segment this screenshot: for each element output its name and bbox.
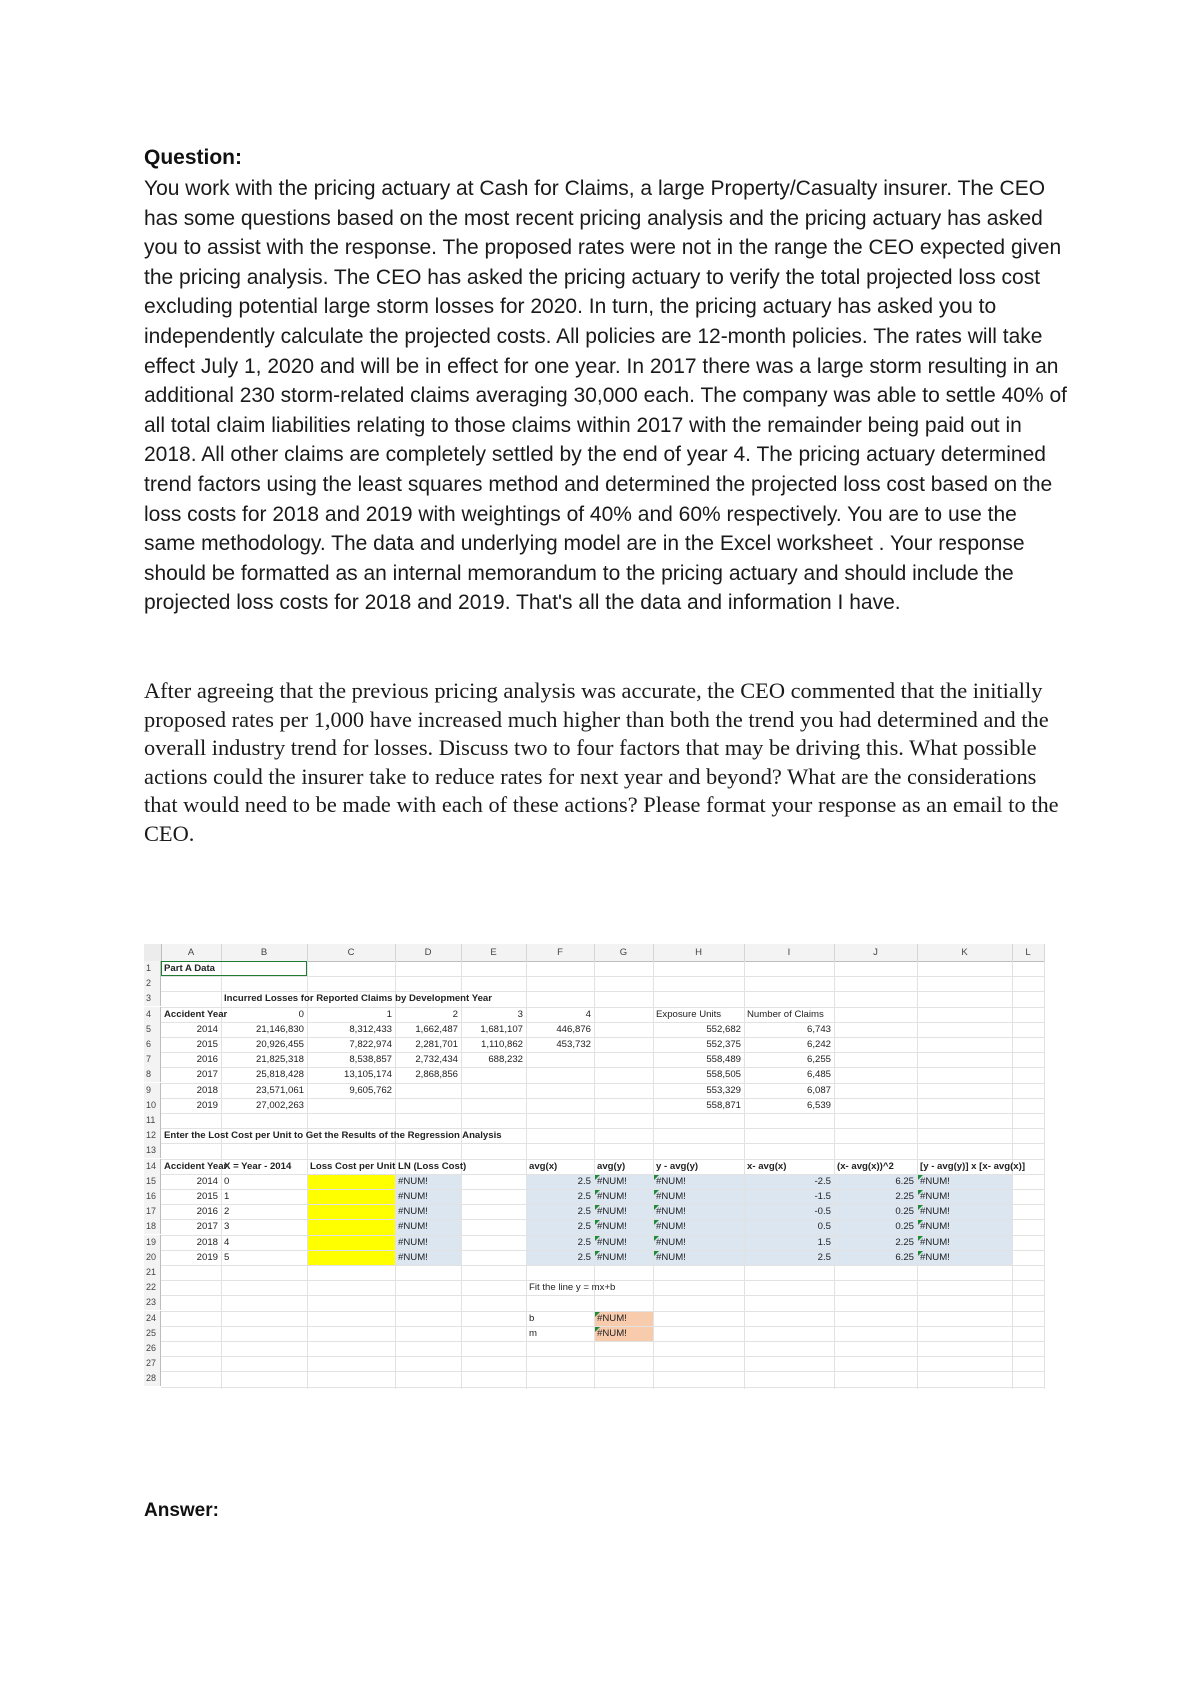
- error-indicator: [654, 1251, 659, 1256]
- error-indicator: [595, 1190, 600, 1195]
- column-header-h: H: [653, 944, 745, 961]
- row-header-24: 24: [144, 1311, 161, 1326]
- column-gridline: [1012, 961, 1013, 1389]
- reg-y-dev-value: #NUM!: [656, 1175, 686, 1187]
- reg-avgy-header: avg(y): [597, 1160, 626, 1172]
- reg-x-dev-value: -0.5: [814, 1206, 831, 1218]
- error-indicator: [595, 1251, 600, 1256]
- row-header-8: 8: [144, 1067, 161, 1082]
- reg-ln-value: #NUM!: [398, 1175, 428, 1187]
- error-indicator: [918, 1236, 923, 1241]
- reg-y-dev-value: #NUM!: [656, 1236, 686, 1248]
- reg-x-dev-sq-value: 6.25: [895, 1251, 914, 1263]
- exposure-units-cell: 552,682: [706, 1023, 741, 1035]
- reg-ln-value: #NUM!: [398, 1191, 428, 1202]
- reg-x-dev-sq-header: (x- avg(x))^2: [837, 1160, 894, 1172]
- row-header-19: 19: [144, 1235, 161, 1250]
- reg-product-value: #NUM!: [920, 1206, 950, 1218]
- development-year-header: 3: [517, 1008, 523, 1020]
- row-gridline: [161, 1371, 1044, 1372]
- reg-x-dev-header: x- avg(x): [747, 1160, 787, 1172]
- accident-year-header: Accident Year: [164, 1008, 228, 1020]
- reg-accident-year: 2016: [196, 1206, 218, 1218]
- reg-ln-value: #NUM!: [398, 1251, 428, 1263]
- incurred-loss-cell: 25,818,428: [255, 1069, 304, 1081]
- reg-avgy-value: #NUM!: [597, 1191, 627, 1202]
- slope-label: m: [529, 1327, 537, 1339]
- error-indicator: [654, 1205, 659, 1210]
- row-gridline: [161, 1265, 1044, 1266]
- part-a-label: Part A Data: [164, 963, 216, 974]
- error-indicator: [654, 1220, 659, 1225]
- answer-label: Answer:: [144, 1500, 219, 1521]
- reg-product-value: #NUM!: [920, 1221, 950, 1233]
- row-header-22: 22: [144, 1280, 161, 1295]
- row-header-5: 5: [144, 1022, 161, 1037]
- reg-x-header: X = Year - 2014: [224, 1160, 292, 1172]
- incurred-loss-cell: 446,876: [556, 1023, 591, 1035]
- question-heading: Question:: [144, 146, 242, 169]
- reg-product-value: #NUM!: [920, 1191, 950, 1202]
- accident-year: 2016: [196, 1054, 218, 1066]
- reg-x-dev-sq-value: 0.25: [895, 1206, 914, 1218]
- development-year-header: 0: [298, 1008, 304, 1020]
- row-header-16: 16: [144, 1189, 161, 1204]
- column-gridline: [1044, 961, 1045, 1389]
- row-header-1: 1: [144, 961, 161, 976]
- error-indicator: [918, 1251, 923, 1256]
- incurred-loss-cell: 1,110,862: [481, 1039, 523, 1050]
- exposure-units-cell: 558,489: [706, 1054, 741, 1066]
- reg-y-dev-value: #NUM!: [656, 1221, 686, 1233]
- number-of-claims-cell: 6,242: [806, 1039, 831, 1050]
- development-year-header: 4: [585, 1008, 591, 1020]
- column-header-d: D: [395, 944, 462, 961]
- incurred-loss-cell: 27,002,263: [255, 1099, 304, 1111]
- reg-avgy-value: #NUM!: [597, 1175, 627, 1187]
- incurred-loss-cell: 1,681,107: [480, 1023, 523, 1035]
- reg-accident-year-header: Accident Year: [164, 1160, 228, 1172]
- reg-x-value: 4: [224, 1236, 230, 1248]
- column-header-i: I: [744, 944, 835, 961]
- number-of-claims-cell: 6,255: [806, 1054, 831, 1066]
- reg-x-dev-value: 1.5: [817, 1236, 831, 1248]
- row-header-3: 3: [144, 991, 161, 1006]
- reg-avgy-value: #NUM!: [597, 1221, 627, 1233]
- incurred-loss-cell: 2,281,701: [415, 1039, 458, 1050]
- incurred-loss-cell: 1,662,487: [415, 1023, 458, 1035]
- reg-accident-year: 2014: [196, 1175, 218, 1187]
- reg-avgx-value: 2.5: [577, 1175, 591, 1187]
- incurred-loss-cell: 2,868,856: [415, 1069, 458, 1081]
- row-gridline: [161, 1113, 1044, 1114]
- reg-ln-value: #NUM!: [398, 1236, 428, 1248]
- reg-y-dev-header: y - avg(y): [656, 1160, 699, 1172]
- row-header-15: 15: [144, 1174, 161, 1189]
- reg-ln-value: #NUM!: [398, 1221, 428, 1233]
- error-indicator: [918, 1190, 923, 1195]
- row-gridline: [161, 1387, 1044, 1388]
- incurred-loss-cell: 21,825,318: [255, 1054, 304, 1066]
- triangle-title: Incurred Losses for Reported Claims by Development Year: [224, 993, 493, 1005]
- incurred-loss-cell: 9,605,762: [349, 1084, 392, 1096]
- row-header-10: 10: [144, 1098, 161, 1113]
- reg-x-dev-value: 0.5: [817, 1221, 831, 1233]
- number-of-claims-header: Number of Claims: [747, 1008, 824, 1020]
- column-header-g: G: [594, 944, 654, 961]
- exposure-units-header: Exposure Units: [656, 1008, 722, 1020]
- accident-year: 2018: [196, 1084, 218, 1096]
- error-indicator: [595, 1205, 600, 1210]
- reg-x-dev-value: 2.5: [817, 1251, 831, 1263]
- exposure-units-cell: 558,505: [706, 1069, 741, 1081]
- number-of-claims-cell: 6,743: [806, 1023, 831, 1035]
- incurred-loss-cell: 7,822,974: [349, 1039, 392, 1050]
- exposure-units-cell: 558,871: [706, 1099, 741, 1111]
- row-header-9: 9: [144, 1083, 161, 1098]
- reg-x-dev-value: -2.5: [814, 1175, 831, 1187]
- reg-x-value: 0: [224, 1175, 230, 1187]
- reg-accident-year: 2017: [196, 1221, 218, 1233]
- reg-avgx-value: 2.5: [577, 1221, 591, 1233]
- column-header-k: K: [917, 944, 1013, 961]
- fit-line-label: Fit the line y = mx+b: [529, 1282, 616, 1294]
- reg-avgx-value: 2.5: [577, 1191, 591, 1202]
- reg-x-dev-sq-value: 0.25: [895, 1221, 914, 1233]
- row-header-6: 6: [144, 1037, 161, 1052]
- reg-x-dev-sq-value: 6.25: [895, 1175, 914, 1187]
- reg-x-value: 2: [224, 1206, 230, 1218]
- number-of-claims-cell: 6,087: [806, 1084, 831, 1096]
- error-indicator: [595, 1312, 600, 1317]
- reg-y-dev-value: #NUM!: [656, 1206, 686, 1218]
- accident-year: 2019: [196, 1099, 218, 1111]
- exposure-units-cell: 553,329: [706, 1084, 741, 1096]
- row-header-17: 17: [144, 1204, 161, 1219]
- reg-avgy-value: #NUM!: [597, 1206, 627, 1218]
- reg-x-dev-sq-value: 2.25: [895, 1236, 914, 1248]
- question-paragraph: You work with the pricing actuary at Cash for Claims, a large Property/Casualty insurer. The CEO has some questions based on the most recent pricing analysis and the pricing actuary has asked you to assist with the response. The proposed rates were not in the range the CEO expected given the pricing analysis. The CEO has asked the pricing actuary to verify the total projected loss cost excluding potential large storm losses for 2020. In turn, the pricing actuary has asked you to independently calculate the projected costs. All policies are 12-month policies. The rates will take effect July 1, 2020 and will be in effect for one year. In 2017 there was a large storm resulting in an additional 230 storm-related claims averaging 30,000 each. The company was able to settle 40% of all total claim liabilities relating to those claims within 2017 with the remainder being paid out in 2018. All other claims are completely settled by the end of year 4. The pricing actuary determined trend factors using the least squares method and determined the projected loss cost based on the loss costs for 2018 and 2019 with weightings of 40% and 60% respectively. You are to use the same methodology. The data and underlying model are in the Excel worksheet . Your response should be formatted as an internal memorandum to the pricing actuary and should include the projected loss costs for 2018 and 2019. That's all the data and information I have.: [144, 177, 1067, 615]
- row-header-27: 27: [144, 1356, 161, 1371]
- row-gridline: [161, 1341, 1044, 1342]
- reg-avgy-value: #NUM!: [597, 1251, 627, 1263]
- row-header-11: 11: [144, 1113, 161, 1128]
- incurred-loss-cell: 13,105,174: [343, 1069, 392, 1081]
- reg-x-dev-value: -1.5: [814, 1191, 831, 1202]
- development-year-header: 2: [452, 1008, 458, 1020]
- intercept-label: b: [529, 1312, 535, 1324]
- error-indicator: [595, 1236, 600, 1241]
- number-of-claims-cell: 6,485: [806, 1069, 831, 1081]
- column-header-b: B: [221, 944, 308, 961]
- row-header-25: 25: [144, 1326, 161, 1341]
- row-gridline: [161, 1356, 1044, 1357]
- accident-year: 2014: [196, 1023, 218, 1035]
- reg-product-value: #NUM!: [920, 1236, 950, 1248]
- incurred-loss-cell: 2,732,434: [415, 1054, 458, 1066]
- accident-year: 2015: [196, 1039, 218, 1050]
- intercept-value: #NUM!: [597, 1312, 627, 1324]
- reg-product-header: [y - avg(y)] x [x- avg(x)]: [920, 1160, 1026, 1172]
- error-indicator: [595, 1220, 600, 1225]
- column-header-l: L: [1012, 944, 1045, 961]
- row-header-21: 21: [144, 1265, 161, 1280]
- row-header-13: 13: [144, 1143, 161, 1158]
- incurred-loss-cell: 453,732: [556, 1039, 591, 1050]
- reg-accident-year: 2015: [196, 1191, 218, 1202]
- reg-ln-value: #NUM!: [398, 1206, 428, 1218]
- incurred-loss-cell: 21,146,830: [255, 1023, 304, 1035]
- reg-loss-cost-header: Loss Cost per Unit: [310, 1160, 396, 1172]
- incurred-loss-cell: 8,312,433: [349, 1023, 392, 1035]
- error-indicator: [918, 1220, 923, 1225]
- reg-avgx-header: avg(x): [529, 1160, 558, 1172]
- row-gridline: [161, 1295, 1044, 1296]
- reg-avgx-value: 2.5: [577, 1206, 591, 1218]
- row-header-4: 4: [144, 1007, 161, 1022]
- spreadsheet-screenshot: [144, 944, 1044, 1389]
- reg-avgx-value: 2.5: [577, 1251, 591, 1263]
- question-follow-up-paragraph: After agreeing that the previous pricing analysis was accurate, the CEO commented that the initially proposed rates per 1,000 have increased much higher than both the trend you had determined and the overall industry trend for losses. Discuss two to four factors that may be driving this. What possible actions could the insurer take to reduce rates for next year and beyond? What are the considerations that would need to be made with each of these actions? Please format your response as an email to the CEO.: [144, 678, 1059, 846]
- column-header-c: C: [307, 944, 396, 961]
- reg-product-value: #NUM!: [920, 1251, 950, 1263]
- error-indicator: [654, 1175, 659, 1180]
- row-header-7: 7: [144, 1052, 161, 1067]
- error-indicator: [654, 1236, 659, 1241]
- exposure-units-cell: 552,375: [706, 1039, 741, 1050]
- column-header-f: F: [526, 944, 595, 961]
- number-of-claims-cell: 6,539: [806, 1099, 831, 1111]
- reg-avgx-value: 2.5: [577, 1236, 591, 1248]
- reg-ln-header: LN (Loss Cost): [398, 1160, 467, 1172]
- reg-x-value: 3: [224, 1221, 230, 1233]
- reg-product-value: #NUM!: [920, 1175, 950, 1187]
- incurred-loss-cell: 23,571,061: [255, 1084, 304, 1096]
- incurred-loss-cell: 8,538,857: [349, 1054, 392, 1066]
- row-header-28: 28: [144, 1371, 161, 1386]
- select-all-corner: [144, 944, 162, 961]
- column-header-a: A: [161, 944, 222, 961]
- reg-accident-year: 2018: [196, 1236, 218, 1248]
- column-header-e: E: [461, 944, 527, 961]
- reg-y-dev-value: #NUM!: [656, 1191, 686, 1202]
- incurred-loss-cell: 688,232: [488, 1054, 523, 1066]
- column-header-j: J: [834, 944, 918, 961]
- row-header-2: 2: [144, 976, 161, 991]
- row-header-12: 12: [144, 1128, 161, 1143]
- reg-accident-year: 2019: [196, 1251, 218, 1263]
- slope-value: #NUM!: [597, 1327, 627, 1339]
- reg-x-value: 5: [224, 1251, 230, 1263]
- accident-year: 2017: [196, 1069, 218, 1081]
- regression-title: Enter the Lost Cost per Unit to Get the Results of the Regression Analysis: [164, 1130, 502, 1142]
- row-header-14: 14: [144, 1159, 161, 1174]
- row-header-20: 20: [144, 1250, 161, 1265]
- incurred-loss-cell: 20,926,455: [255, 1039, 304, 1050]
- reg-y-dev-value: #NUM!: [656, 1251, 686, 1263]
- row-header-18: 18: [144, 1219, 161, 1234]
- error-indicator: [595, 1175, 600, 1180]
- development-year-header: 1: [386, 1008, 392, 1020]
- reg-x-dev-sq-value: 2.25: [895, 1191, 914, 1202]
- reg-avgy-value: #NUM!: [597, 1236, 627, 1248]
- error-indicator: [918, 1175, 923, 1180]
- row-header-26: 26: [144, 1341, 161, 1356]
- row-gridline: [161, 976, 1044, 977]
- error-indicator: [654, 1190, 659, 1195]
- error-indicator: [595, 1327, 600, 1332]
- error-indicator: [918, 1205, 923, 1210]
- row-header-23: 23: [144, 1295, 161, 1310]
- reg-x-value: 1: [224, 1191, 230, 1202]
- row-gridline: [161, 1143, 1044, 1144]
